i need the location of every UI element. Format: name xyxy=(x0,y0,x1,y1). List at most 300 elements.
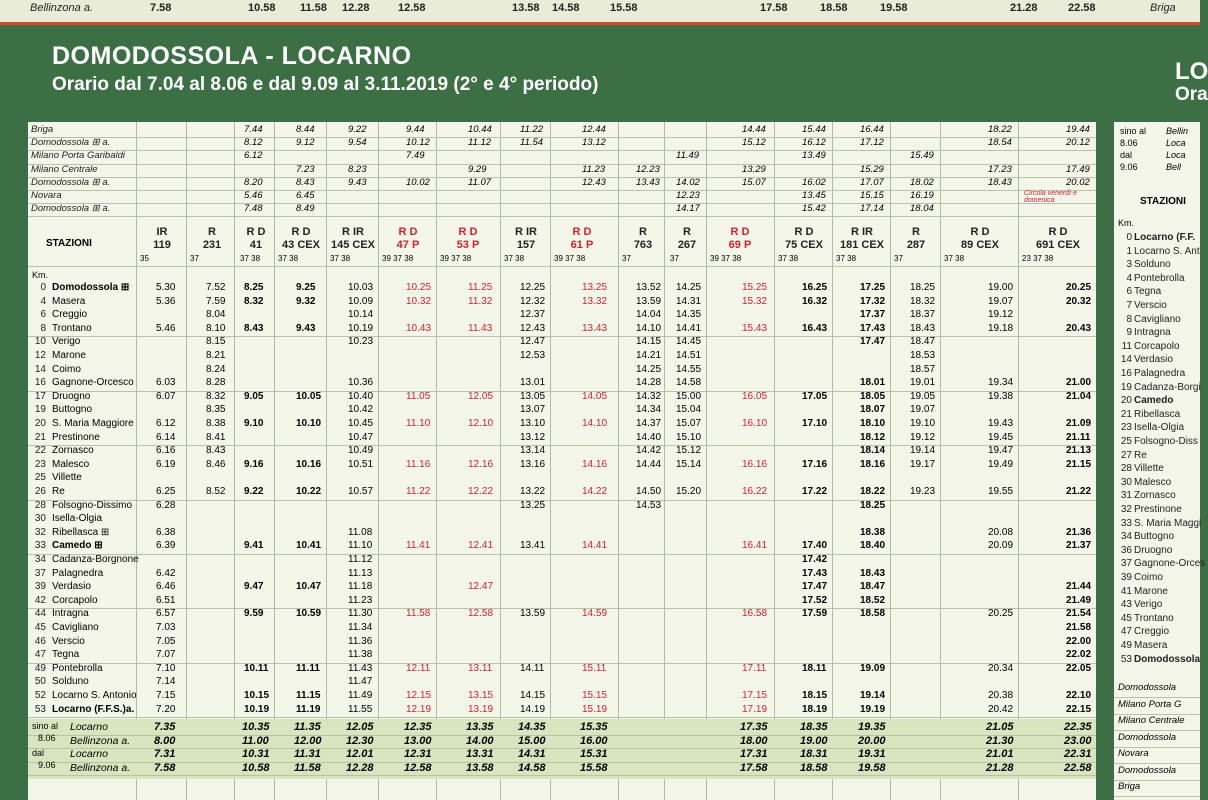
train-time: 18.47 xyxy=(910,336,936,348)
return-station-km: 0 xyxy=(1126,232,1132,243)
return-station-name: Solduno xyxy=(1134,259,1171,271)
station-name: Malesco xyxy=(52,458,90,470)
page-title: DOMODOSSOLA - LOCARNO xyxy=(52,42,412,70)
train-time: 12.47 xyxy=(468,581,494,593)
row-line xyxy=(28,445,1096,446)
train-time: 19.19 xyxy=(860,703,886,715)
train-time: 17.25 xyxy=(860,282,886,293)
train-time: 9.10 xyxy=(244,418,264,429)
train-time: 16.22 xyxy=(742,486,768,497)
train-time: 17.43 xyxy=(860,322,886,334)
train-time: 5.36 xyxy=(156,295,176,307)
train-notes: 37 xyxy=(190,254,199,263)
connection-station: Milano Centrale xyxy=(31,163,98,175)
train-time: 11.34 xyxy=(348,622,373,633)
return-km-label: Km. xyxy=(1118,218,1135,228)
connection-station: Domodossola ⊞ a. xyxy=(31,176,111,188)
train-notes: 23 37 38 xyxy=(1022,254,1054,263)
connection-time: 16.12 xyxy=(802,137,826,149)
train-time: 14.42 xyxy=(636,445,662,457)
return-station-km: 20 xyxy=(1120,395,1132,407)
train-time: 14.44 xyxy=(636,458,662,470)
train-time: 7.59 xyxy=(206,295,226,307)
train-time: 13.05 xyxy=(520,390,546,402)
return-station-name: Locarno (F.F. xyxy=(1134,232,1196,243)
train-time: 10.16 xyxy=(296,458,322,470)
connection-time: 18.54 xyxy=(988,137,1012,149)
connection-time: 17.07 xyxy=(860,176,884,188)
train-time: 18.57 xyxy=(910,363,936,375)
train-time: 13.14 xyxy=(520,445,546,457)
station-km: 12 xyxy=(34,350,46,361)
train-category: R D xyxy=(398,226,418,238)
train-time: 8.38 xyxy=(206,418,226,429)
station-name: Solduno xyxy=(52,676,89,688)
train-time: 19.47 xyxy=(988,445,1014,457)
train-time: 16.41 xyxy=(742,540,768,552)
row-line xyxy=(28,391,1096,392)
train-time: 18.58 xyxy=(860,608,886,620)
station-km: 21 xyxy=(34,431,46,443)
train-time: 21.37 xyxy=(1066,540,1092,552)
footer-station: Bellinzona a. xyxy=(70,734,131,747)
return-station-km: 49 xyxy=(1120,640,1132,651)
train-time: 9.16 xyxy=(244,458,264,470)
row-line xyxy=(28,762,1096,763)
train-time: 21.22 xyxy=(1066,486,1092,497)
footer-station: Locarno xyxy=(70,748,108,761)
train-time: 13.22 xyxy=(520,486,546,497)
return-station-km: 53 xyxy=(1120,653,1132,665)
return-station-km: 34 xyxy=(1120,531,1132,543)
train-category: R D xyxy=(970,226,990,238)
grid-line xyxy=(618,122,619,800)
footer-time: 18.35 xyxy=(800,721,828,734)
train-time: 14.10 xyxy=(582,418,608,429)
train-notes: 37 xyxy=(894,254,903,263)
train-time: 8.41 xyxy=(206,431,226,443)
footer-time: 18.00 xyxy=(740,734,768,747)
train-time: 10.43 xyxy=(406,322,432,334)
train-notes: 37 38 xyxy=(778,254,799,263)
footer-time: 7.35 xyxy=(154,721,176,734)
station-km: 52 xyxy=(34,690,46,701)
connection-time: 18.43 xyxy=(988,176,1012,188)
train-time: 19.43 xyxy=(988,418,1014,429)
train-category: R D xyxy=(572,226,592,238)
train-time: 19.38 xyxy=(988,390,1014,402)
row-line xyxy=(28,554,1096,555)
train-time: 9.22 xyxy=(244,486,264,497)
train-time: 17.10 xyxy=(802,418,828,429)
station-km: 23 xyxy=(34,458,46,470)
train-time: 6.07 xyxy=(156,390,176,402)
train-time: 10.36 xyxy=(348,377,374,389)
train-notes: 37 38 xyxy=(240,254,261,263)
station-km: 30 xyxy=(34,513,46,525)
train-time: 17.19 xyxy=(742,703,768,715)
previous-table-strip xyxy=(0,0,1200,25)
row-line xyxy=(28,775,1096,776)
footer-time: 17.35 xyxy=(740,721,768,734)
train-time: 14.05 xyxy=(582,390,608,402)
return-station-name: Corcapolo xyxy=(1134,340,1180,352)
connection-time: 19.44 xyxy=(1066,124,1090,135)
connection-time: Circola venerdì e domenica xyxy=(1024,190,1077,204)
train-time: 12.53 xyxy=(520,350,546,361)
prev-time: 18.58 xyxy=(820,2,848,14)
train-time: 14.19 xyxy=(520,703,546,715)
train-time: 14.28 xyxy=(636,377,662,389)
train-time: 18.52 xyxy=(860,594,886,606)
train-time: 10.42 xyxy=(348,404,374,416)
station-km: 8 xyxy=(40,322,46,334)
footer-time: 22.31 xyxy=(1064,748,1092,761)
train-time: 19.17 xyxy=(910,458,936,470)
train-time: 20.38 xyxy=(988,690,1014,701)
train-time: 13.10 xyxy=(520,418,546,429)
connection-time: 8.49 xyxy=(296,203,315,215)
train-time: 18.16 xyxy=(860,458,886,470)
footer-period: 9.06 xyxy=(38,760,56,771)
return-station-km: 3 xyxy=(1126,259,1132,271)
header-line xyxy=(28,266,1096,267)
station-name: Pontebrolla xyxy=(52,662,103,674)
train-time: 8.43 xyxy=(206,445,226,457)
train-time: 12.22 xyxy=(468,486,494,497)
connection-time: 7.44 xyxy=(244,124,263,135)
station-km: 47 xyxy=(34,649,46,661)
station-name: Villette xyxy=(52,472,82,484)
train-time: 10.19 xyxy=(244,703,270,715)
station-name: Camedo ⊞ xyxy=(52,540,103,552)
return-station-name: Verigo xyxy=(1134,599,1163,611)
footer-time: 12.58 xyxy=(404,761,432,774)
train-time: 17.16 xyxy=(802,458,828,470)
train-time: 12.32 xyxy=(520,295,546,307)
train-number: 61 P xyxy=(570,239,594,251)
station-name: Isella-Olgia xyxy=(52,513,103,525)
train-time: 13.19 xyxy=(468,703,494,715)
train-time: 11.30 xyxy=(348,608,373,620)
train-time: 13.41 xyxy=(520,540,546,552)
return-station-km: 6 xyxy=(1126,286,1132,298)
train-time: 7.10 xyxy=(156,662,176,674)
return-station-name: Trontano xyxy=(1134,612,1174,624)
station-km: 4 xyxy=(40,295,46,307)
return-station-km: 19 xyxy=(1120,381,1132,393)
train-time: 18.14 xyxy=(860,445,886,457)
train-time: 14.41 xyxy=(582,540,608,552)
train-time: 11.08 xyxy=(348,526,373,538)
train-time: 19.12 xyxy=(910,431,936,443)
grid-line xyxy=(1018,122,1019,800)
connection-time: 15.42 xyxy=(802,203,826,215)
station-name: Gagnone-Orcesco xyxy=(52,377,134,389)
return-station-km: 1 xyxy=(1126,245,1132,257)
station-km: 10 xyxy=(34,336,46,348)
train-time: 13.16 xyxy=(520,458,546,470)
train-time: 10.09 xyxy=(348,295,374,307)
train-time: 17.47 xyxy=(860,336,886,348)
train-time: 11.10 xyxy=(348,540,373,552)
train-time: 8.46 xyxy=(206,458,226,470)
train-time: 18.15 xyxy=(802,690,828,701)
train-time: 20.09 xyxy=(988,540,1014,552)
train-time: 18.38 xyxy=(860,526,886,538)
station-km: 53 xyxy=(34,703,46,715)
return-station-name: Ribellasca xyxy=(1134,408,1181,420)
train-time: 11.10 xyxy=(406,418,431,429)
station-name: Marone xyxy=(52,350,86,361)
return-station-name: Malesco xyxy=(1134,476,1172,488)
train-time: 8.21 xyxy=(206,350,226,361)
footer-time: 17.31 xyxy=(740,748,768,761)
train-time: 18.53 xyxy=(910,350,936,361)
prev-time: 14.58 xyxy=(552,2,580,14)
return-footer-station: Briga xyxy=(1118,781,1141,792)
train-time: 11.58 xyxy=(406,608,431,620)
grid-line xyxy=(774,122,775,800)
train-time: 21.11 xyxy=(1066,431,1091,443)
return-station-name: Cavigliano xyxy=(1134,313,1181,325)
grid-line xyxy=(436,122,437,800)
train-time: 14.50 xyxy=(636,486,662,497)
footer-time: 11.58 xyxy=(294,761,321,774)
train-time: 11.19 xyxy=(296,703,321,715)
station-name: Zornasco xyxy=(52,445,94,457)
connection-station: Domodossola ⊞ a. xyxy=(31,203,111,215)
train-time: 13.59 xyxy=(636,295,662,307)
return-conn: Loca xyxy=(1166,150,1186,160)
train-time: 11.41 xyxy=(406,540,431,552)
station-name: Trontano xyxy=(52,322,92,334)
train-time: 18.05 xyxy=(860,390,886,402)
return-footer-station: Domodossola xyxy=(1118,682,1177,693)
train-time: 20.42 xyxy=(988,703,1014,715)
footer-time: 19.58 xyxy=(858,761,886,774)
train-time: 20.25 xyxy=(988,608,1014,620)
connection-time: 9.29 xyxy=(468,163,487,175)
train-time: 6.38 xyxy=(156,526,176,538)
train-notes: 37 38 xyxy=(330,254,351,263)
train-time: 8.25 xyxy=(244,282,264,293)
train-time: 9.47 xyxy=(244,581,264,593)
station-name: S. Maria Maggiore xyxy=(52,418,134,429)
train-time: 18.40 xyxy=(860,540,886,552)
grid-line xyxy=(234,122,235,800)
return-station-name: Tegna xyxy=(1134,286,1162,298)
return-station-km: 47 xyxy=(1120,626,1132,638)
train-number: 181 CEX xyxy=(839,239,885,251)
connection-time: 11.22 xyxy=(520,124,544,135)
connection-time: 15.07 xyxy=(742,176,766,188)
footer-time: 19.00 xyxy=(800,734,828,747)
train-time: 16.16 xyxy=(742,458,768,470)
train-time: 17.15 xyxy=(742,690,768,701)
station-name: Ribellasca ⊞ xyxy=(52,526,110,538)
train-time: 15.11 xyxy=(582,662,607,674)
train-category: R D xyxy=(458,226,478,238)
station-name: Creggio xyxy=(52,309,88,321)
prev-station: Bellinzona a. xyxy=(30,2,93,14)
return-station-name: Pontebrolla xyxy=(1134,272,1185,284)
train-time: 19.09 xyxy=(860,662,886,674)
station-km: 28 xyxy=(34,499,46,511)
row-line xyxy=(28,150,1096,151)
station-km: 49 xyxy=(34,662,46,674)
connection-time: 20.02 xyxy=(1066,176,1090,188)
footer-time: 18.58 xyxy=(800,761,828,774)
train-time: 22.00 xyxy=(1066,635,1092,647)
connection-time: 8.20 xyxy=(244,176,263,188)
train-time: 21.15 xyxy=(1066,458,1092,470)
station-km: 14 xyxy=(34,363,46,375)
train-time: 8.52 xyxy=(206,486,226,497)
station-name: Locarno (F.F.S.)a. xyxy=(52,703,135,715)
connection-time: 10.02 xyxy=(406,176,430,188)
footer-time: 13.00 xyxy=(404,734,432,747)
footer-time: 12.28 xyxy=(346,761,374,774)
train-time: 15.12 xyxy=(676,445,702,457)
train-time: 8.04 xyxy=(206,309,226,321)
train-category: R xyxy=(912,226,920,238)
train-time: 21.54 xyxy=(1066,608,1092,620)
footer-time: 15.35 xyxy=(580,721,608,734)
train-time: 14.59 xyxy=(582,608,608,620)
train-time: 9.32 xyxy=(296,295,316,307)
train-time: 19.18 xyxy=(988,322,1014,334)
train-time: 12.11 xyxy=(406,662,431,674)
return-station-km: 4 xyxy=(1126,272,1132,284)
footer-time: 10.31 xyxy=(242,748,270,761)
train-time: 14.25 xyxy=(636,363,662,375)
train-time: 10.45 xyxy=(348,418,374,429)
train-category: R xyxy=(208,226,216,238)
train-time: 10.25 xyxy=(406,282,432,293)
train-time: 20.32 xyxy=(1066,295,1092,307)
train-time: 22.05 xyxy=(1066,662,1092,674)
train-time: 6.19 xyxy=(156,458,176,470)
connection-time: 9.12 xyxy=(296,137,315,149)
return-station-name: Domodossola xyxy=(1134,653,1201,665)
train-time: 20.25 xyxy=(1066,282,1092,293)
train-time: 14.31 xyxy=(676,295,702,307)
train-time: 21.09 xyxy=(1066,418,1092,429)
train-time: 13.25 xyxy=(520,499,546,511)
connection-time: 15.12 xyxy=(742,137,766,149)
grid-line xyxy=(832,122,833,800)
station-km: 22 xyxy=(34,445,46,457)
connection-time: 20.12 xyxy=(1066,137,1090,149)
grid-line xyxy=(706,122,707,800)
prev-time: 12.58 xyxy=(398,2,426,14)
train-time: 18.12 xyxy=(860,431,886,443)
train-time: 14.25 xyxy=(676,282,702,293)
connection-station: Briga xyxy=(31,124,54,135)
return-station-name: Locarno S. Ant xyxy=(1134,245,1200,257)
km-label: Km. xyxy=(32,270,49,280)
train-time: 10.49 xyxy=(348,445,374,457)
grid-line xyxy=(550,122,551,800)
footer-time: 21.30 xyxy=(986,734,1014,747)
train-time: 17.43 xyxy=(802,567,828,579)
train-category: R IR xyxy=(515,226,537,238)
train-time: 21.49 xyxy=(1066,594,1092,606)
train-time: 12.05 xyxy=(468,390,494,402)
train-time: 14.22 xyxy=(582,486,608,497)
train-time: 15.15 xyxy=(582,690,608,701)
connection-time: 18.04 xyxy=(910,203,934,215)
train-time: 13.52 xyxy=(636,282,662,293)
connection-time: 14.02 xyxy=(676,176,700,188)
train-time: 12.43 xyxy=(520,322,546,334)
train-time: 16.10 xyxy=(742,418,768,429)
train-time: 16.32 xyxy=(802,295,828,307)
train-time: 21.58 xyxy=(1066,622,1092,633)
return-station-name: Creggio xyxy=(1134,626,1170,638)
train-time: 12.58 xyxy=(468,608,494,620)
train-time: 15.14 xyxy=(676,458,702,470)
train-time: 11.05 xyxy=(406,390,431,402)
footer-time: 16.00 xyxy=(580,734,608,747)
row-line xyxy=(28,336,1096,337)
train-time: 8.24 xyxy=(206,363,226,375)
station-km: 32 xyxy=(34,526,46,538)
train-time: 10.59 xyxy=(296,608,322,620)
prev-time: 11.58 xyxy=(300,2,327,14)
prev-time: 19.58 xyxy=(880,2,908,14)
return-footer-station: Domodossola xyxy=(1118,731,1177,743)
train-time: 15.32 xyxy=(742,295,768,307)
train-time: 19.34 xyxy=(988,377,1014,389)
connection-time: 7.23 xyxy=(296,163,315,175)
connection-time: 17.23 xyxy=(988,163,1012,175)
station-km: 6 xyxy=(40,309,46,321)
train-category: R D xyxy=(794,226,814,238)
train-time: 18.25 xyxy=(860,499,886,511)
station-km: 50 xyxy=(34,676,46,688)
train-time: 17.22 xyxy=(802,486,828,497)
stazioni-label: STAZIONI xyxy=(46,238,92,249)
train-number: 145 CEX xyxy=(330,239,376,251)
footer-time: 12.00 xyxy=(294,734,322,747)
footer-time: 7.31 xyxy=(154,748,176,761)
train-time: 14.16 xyxy=(582,458,608,470)
train-time: 7.52 xyxy=(206,282,226,293)
station-name: Verigo xyxy=(52,336,81,348)
row-line xyxy=(28,216,1096,217)
train-number: 763 xyxy=(633,239,653,251)
train-time: 10.15 xyxy=(244,690,270,701)
train-time: 21.36 xyxy=(1066,526,1092,538)
train-time: 19.07 xyxy=(910,404,936,416)
train-time: 14.40 xyxy=(636,431,662,443)
train-number: 69 P xyxy=(728,239,752,251)
train-number: 691 CEX xyxy=(1035,239,1081,251)
train-time: 13.32 xyxy=(582,295,608,307)
train-time: 8.32 xyxy=(206,390,226,402)
train-time: 11.11 xyxy=(296,662,320,674)
train-notes: 39 37 38 xyxy=(554,254,586,263)
connection-time: 15.44 xyxy=(802,124,826,135)
footer-time: 18.31 xyxy=(800,748,828,761)
train-number: 287 xyxy=(906,239,926,251)
connection-time: 12.23 xyxy=(676,190,700,201)
train-time: 11.36 xyxy=(348,635,373,647)
footer-time: 15.58 xyxy=(580,761,608,774)
train-time: 14.04 xyxy=(636,309,662,321)
